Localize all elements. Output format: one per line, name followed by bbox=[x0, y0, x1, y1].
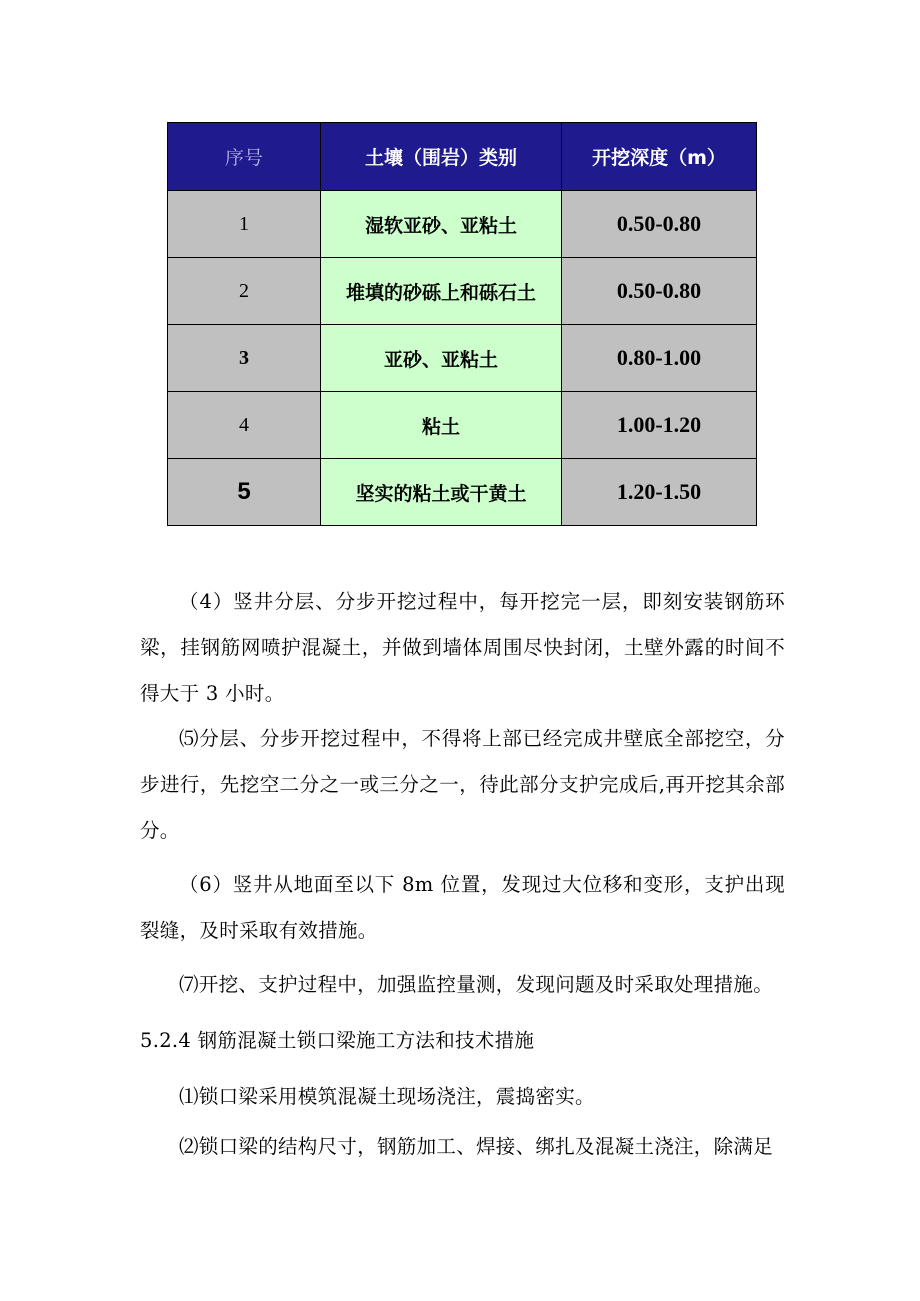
header-excavation-depth: 开挖深度（m） bbox=[562, 123, 757, 191]
paragraph-item-2: ⑵锁口梁的结构尺寸，钢筋加工、焊接、绑扎及混凝土浇注，除满足 bbox=[179, 1135, 774, 1158]
row-depth: 0.80-1.00 bbox=[562, 325, 757, 392]
paragraph-step-4: （4）竖井分层、分步开挖过程中，每开挖完一层，即刻安装钢筋环梁，挂钢筋网喷护混凝土，并做到墙体周围尽快封闭，土壁外露的时间不得大于 3 小时。 bbox=[140, 590, 785, 705]
row-soil-type: 坚实的粘土或干黄土 bbox=[321, 459, 562, 526]
table-header-row bbox=[168, 123, 757, 191]
excavation-depth-table bbox=[167, 122, 757, 526]
row-soil-type: 湿软亚砂、亚粘土 bbox=[321, 191, 562, 258]
section-heading: 5.2.4 钢筋混凝土锁口梁施工方法和技术措施 bbox=[140, 1029, 535, 1052]
header-seq: 序号 bbox=[168, 123, 321, 191]
paragraph-step-5: ⑸分层、分步开挖过程中，不得将上部已经完成井壁底全部挖空，分步进行，先挖空二分之一或三分之一，待此部分支护完成后,再开挖其余部分。 bbox=[140, 727, 785, 842]
row-depth: 1.20-1.50 bbox=[562, 459, 757, 526]
row-depth: 1.00-1.20 bbox=[562, 392, 757, 459]
row-depth: 0.50-0.80 bbox=[562, 258, 757, 325]
table-row bbox=[168, 459, 757, 526]
row-seq: 2 bbox=[168, 258, 321, 325]
row-seq: 4 bbox=[168, 392, 321, 459]
table-row bbox=[168, 325, 757, 392]
row-seq: 3 bbox=[168, 325, 321, 392]
paragraph-item-1: ⑴锁口梁采用模筑混凝土现场浇注，震捣密实。 bbox=[179, 1085, 595, 1108]
table-row bbox=[168, 258, 757, 325]
header-soil-type: 土壤（围岩）类别 bbox=[321, 123, 562, 191]
row-soil-type: 粘土 bbox=[321, 392, 562, 459]
row-soil-type: 亚砂、亚粘土 bbox=[321, 325, 562, 392]
row-seq: 1 bbox=[168, 191, 321, 258]
paragraph-step-7: ⑺开挖、支护过程中，加强监控量测，发现问题及时采取处理措施。 bbox=[179, 973, 774, 996]
table-row bbox=[168, 392, 757, 459]
row-seq: 5 bbox=[168, 459, 321, 526]
paragraph-step-6: （6）竖井从地面至以下 8m 位置，发现过大位移和变形，支护出现裂缝，及时采取有效措施。 bbox=[140, 873, 785, 942]
row-soil-type: 堆填的砂砾上和砾石土 bbox=[321, 258, 562, 325]
table-row bbox=[168, 191, 757, 258]
row-depth: 0.50-0.80 bbox=[562, 191, 757, 258]
